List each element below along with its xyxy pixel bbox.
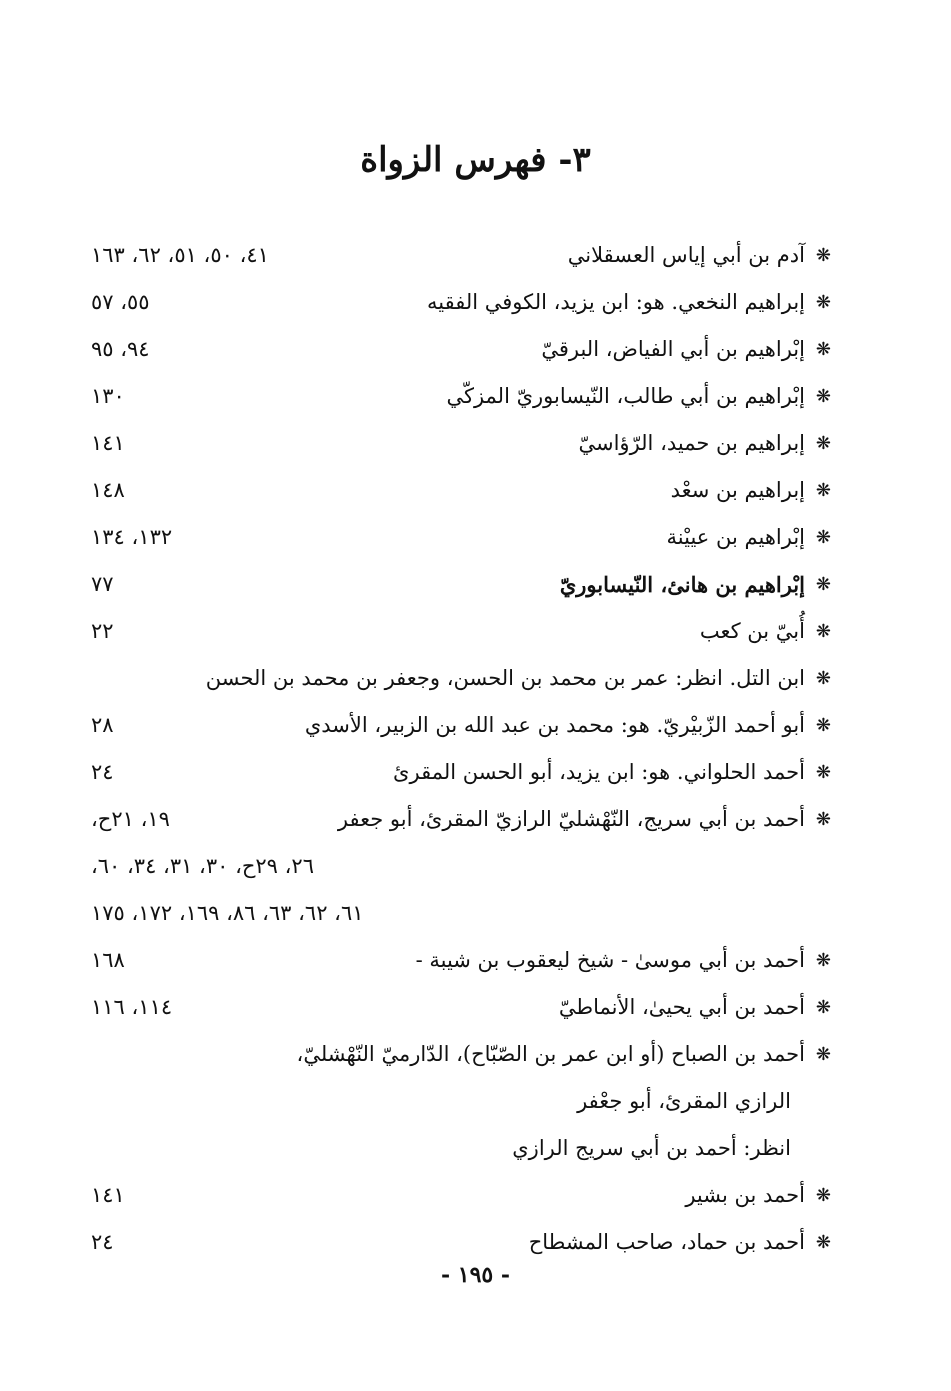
narrator-name: أحمد بن أبي سريج، النّهْشليّ الرازيّ المقرئ، أبو جعفر [337,807,805,831]
asterisk-bullet-icon: ❋ [815,809,831,830]
index-entry [91,843,831,890]
asterisk-bullet-icon: ❋ [815,245,831,266]
index-entry [91,232,831,279]
page-references: ١٤١ [91,1183,125,1207]
narrator-name: أحمد بن أبي يحيىٰ، الأنماطيّ [558,995,805,1019]
page-references: ٧٧ [91,572,114,596]
asterisk-bullet-icon: ❋ [815,668,831,689]
asterisk-bullet-icon: ❋ [815,339,831,360]
narrator-name: إبْراهيم بن أبي الفياض، البرقيّ [541,337,805,361]
page-references: ١٤١ [91,431,125,455]
page-references: ١٤٨ [91,478,125,502]
asterisk-bullet-icon: ❋ [815,950,831,971]
asterisk-bullet-icon: ❋ [815,1185,831,1206]
asterisk-bullet-icon: ❋ [815,386,831,407]
page-title: ٣- فهرس الزواة [360,140,591,180]
narrator-name: الرازي المقرئ، أبو جعْفر [577,1089,791,1113]
index-entry [91,1125,831,1172]
index-entry [91,608,831,655]
page-references: ١٣٢، ١٣٤ [91,525,173,549]
page-references: ٢٤ [91,1230,114,1254]
index-entry [91,749,831,796]
narrator-name: أبو أحمد الزّبيْريّ. هو: محمد بن عبد الله بن الزبير، الأسدي [304,713,805,737]
narrator-name: أحمد بن بشير [685,1183,805,1207]
asterisk-bullet-icon: ❋ [815,1232,831,1253]
index-entry [91,1172,831,1219]
page-references: ٩٤، ٩٥ [91,337,150,361]
index-entry [91,702,831,749]
index-entry [91,561,831,608]
page-references: ١٣٠ [91,384,125,408]
index-entry [91,796,831,843]
page-references: ٢٢ [91,619,114,643]
asterisk-bullet-icon: ❋ [815,574,831,595]
narrator-name: أحمد بن الصباح (أو ابن عمر بن الصّبّاح)، الدّارميّ النّهْشليّ، [296,1042,805,1066]
narrator-name: أحمد بن حماد، صاحب المشطاح [528,1230,805,1254]
index-entry [91,1031,831,1078]
index-entry [91,655,831,702]
asterisk-bullet-icon: ❋ [815,433,831,454]
index-entry [91,373,831,420]
index-entry [91,467,831,514]
narrator-name: إبْراهيم بن هانئ، النّيسابوريّ [559,572,805,597]
asterisk-bullet-icon: ❋ [815,997,831,1018]
index-entry [91,1219,831,1266]
page-references: ٤١، ٥٠، ٥١، ٦٢، ١٦٣ [91,243,269,267]
index-entry [91,420,831,467]
narrator-name: إبْراهيم بن عييْنة [666,525,805,549]
asterisk-bullet-icon: ❋ [815,480,831,501]
narrator-name: أحمد بن أبي موسىٰ - شيخ ليعقوب بن شيبة - [415,948,805,972]
page-references: ١١٤، ١١٦ [91,995,173,1019]
narrator-name: إبراهيم بن حميد، الرّؤاسيّ [578,431,805,455]
narrator-name: إبراهيم النخعي. هو: ابن يزيد، الكوفي الفقيه [426,290,805,314]
asterisk-bullet-icon: ❋ [815,762,831,783]
asterisk-bullet-icon: ❋ [815,292,831,313]
narrators-index-list [91,232,831,1266]
page-references: ١٦٨ [91,948,125,972]
narrator-name: ابن التل. انظر: عمر بن محمد بن الحسن، وجعفر بن محمد بن الحسن [205,666,805,690]
narrator-name: إبْراهيم بن أبي طالب، النّيسابوريّ المزكّي [446,384,805,408]
index-entry [91,514,831,561]
page-references: ١٩، ٢١ح، [91,807,170,831]
index-entry [91,890,831,937]
page-references: ٢٤ [91,760,114,784]
narrator-name: آدم بن أبي إياس العسقلاني [567,243,805,267]
asterisk-bullet-icon: ❋ [815,527,831,548]
index-entry [91,984,831,1031]
narrator-name: انظر: أحمد بن أبي سريج الرازي [512,1136,791,1160]
index-entry [91,1078,831,1125]
page-references: ٢٨ [91,713,114,737]
asterisk-bullet-icon: ❋ [815,1044,831,1065]
index-entry [91,279,831,326]
page-references: ٢٦، ٢٩ح، ٣٠، ٣١، ٣٤، ٦٠، [91,854,314,878]
narrator-name: أحمد الحلواني. هو: ابن يزيد، أبو الحسن المقرئ [393,760,805,784]
index-entry [91,937,831,984]
page-references: ٦١، ٦٢، ٦٣، ٨٦، ١٦٩، ١٧٢، ١٧٥ [91,901,364,925]
narrator-name: إبراهيم بن سعْد [670,478,805,502]
asterisk-bullet-icon: ❋ [815,715,831,736]
page-references: ٥٥، ٥٧ [91,290,150,314]
page-number: - ١٩٥ - [440,1262,511,1288]
asterisk-bullet-icon: ❋ [815,621,831,642]
index-entry [91,326,831,373]
narrator-name: أُبيّ بن كعب [699,619,805,643]
